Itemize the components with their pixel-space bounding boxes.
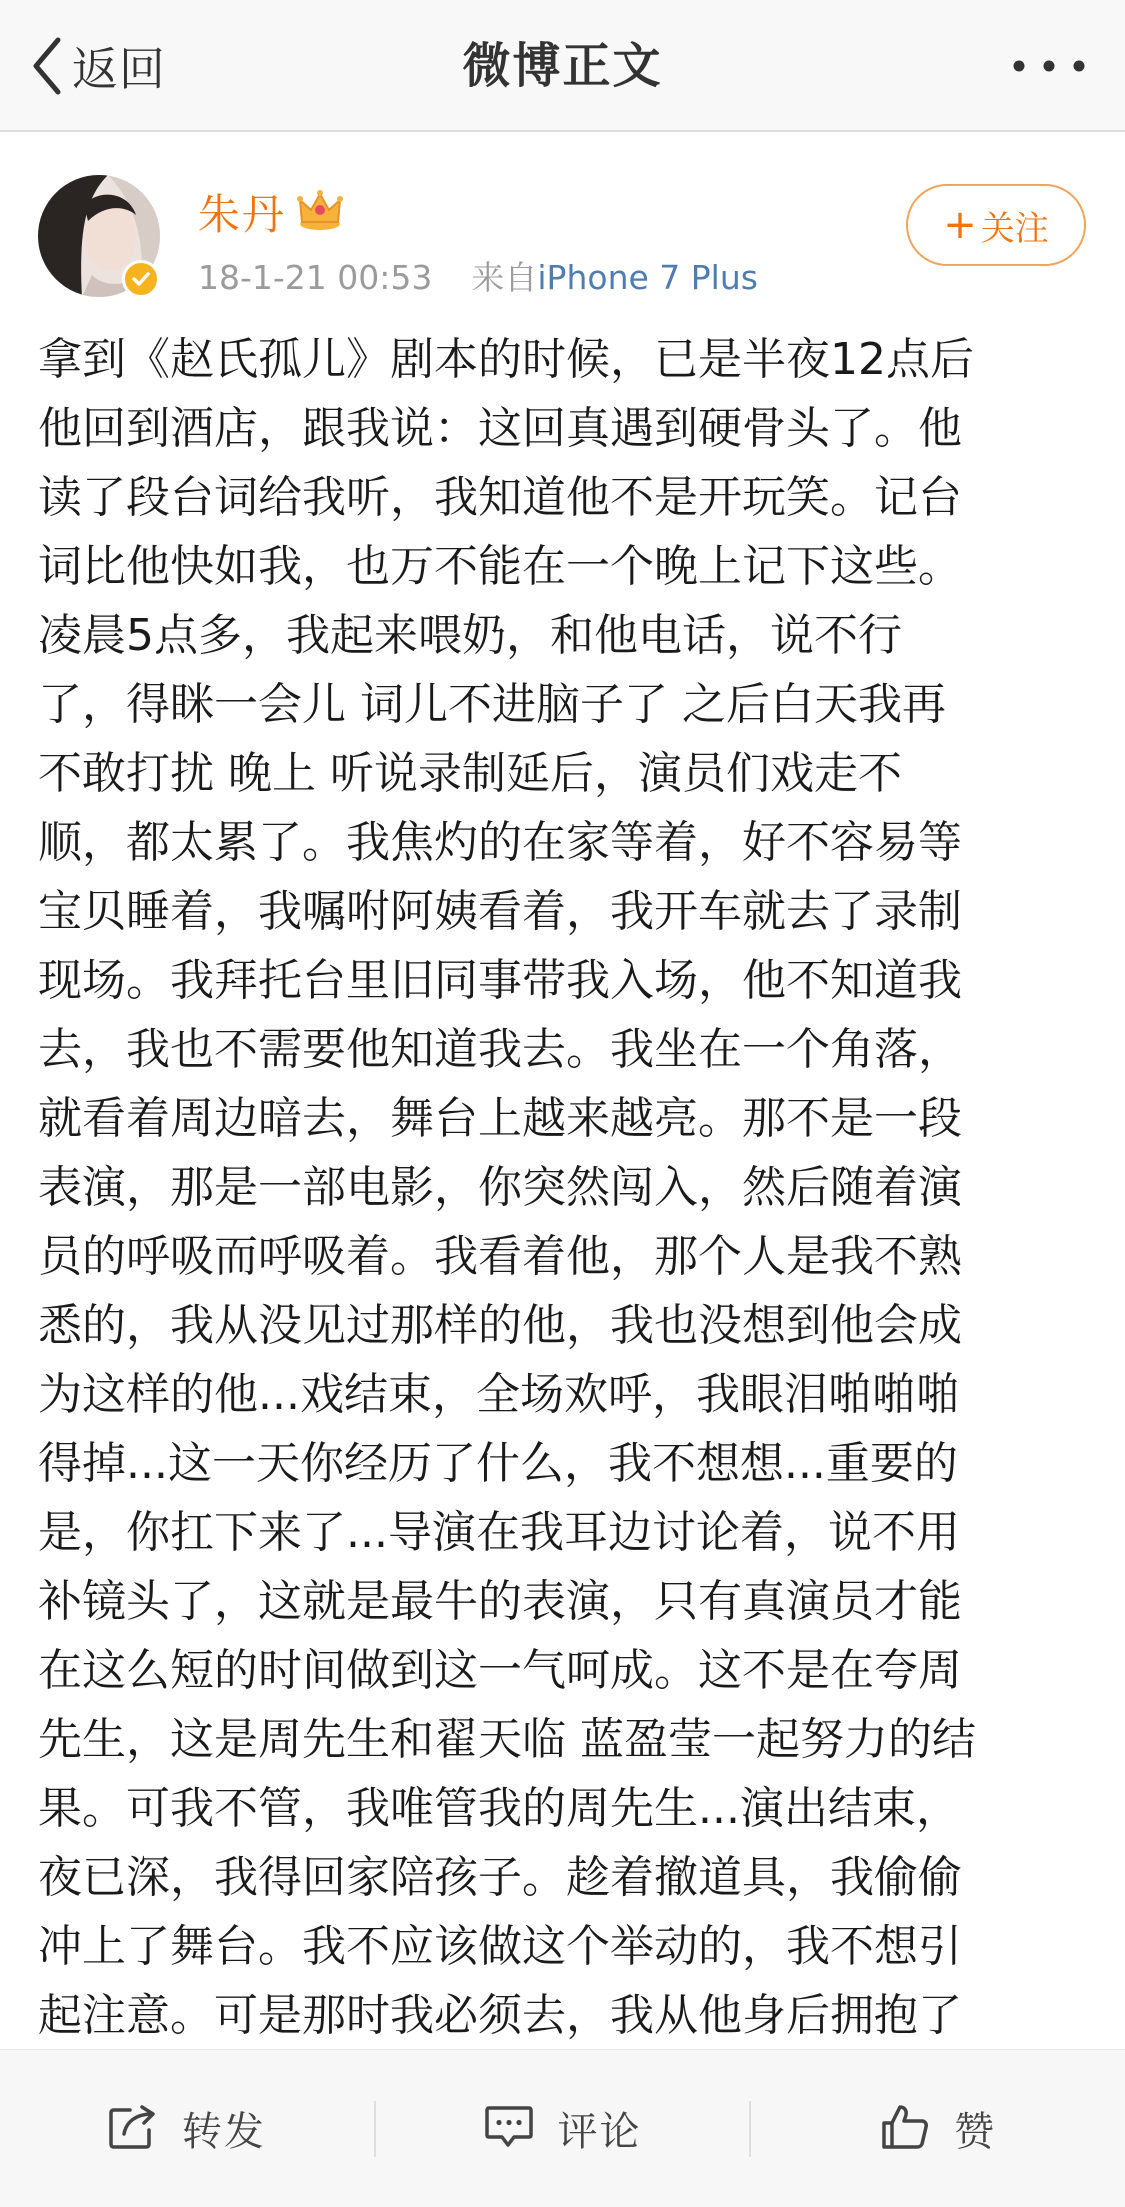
repost-icon	[108, 2104, 158, 2154]
post-text-line: 宝贝睡着，我嘱咐阿姨看着，我开车就去了录制	[38, 886, 962, 937]
post-text-line: 悉的，我从没见过那样的他，我也没想到他会成	[38, 1300, 962, 1351]
comment-icon	[484, 2104, 534, 2154]
post-time: 18-1-21 00:53	[198, 258, 433, 297]
post-text-line: 去，我也不需要他知道我去。我坐在一个角落，	[38, 1024, 962, 1075]
post-text-line: 员的呼吸而呼吸着。我看着他，那个人是我不熟	[38, 1231, 962, 1282]
repost-button[interactable]	[0, 2050, 374, 2207]
post-text-line: 现场。我拜托台里旧同事带我入场，他不知道我	[38, 955, 962, 1006]
crown-icon[interactable]	[296, 186, 344, 232]
follow-label: 关注	[980, 208, 1049, 249]
post-text-line: 读了段台词给我听，我知道他不是开玩笑。记台	[38, 472, 962, 523]
comment-button[interactable]	[376, 2050, 750, 2207]
author-name[interactable]: 朱丹	[198, 190, 287, 239]
post-text-line: 补镜头了，这就是最牛的表演，只有真演员才能	[38, 1576, 962, 1627]
post-text-line: 起注意。可是那时我必须去，我从他身后拥抱了	[38, 1990, 962, 2041]
repost-label: 转发	[181, 2109, 266, 2155]
post-text-line: 词比他快如我，也万不能在一个晚上记下这些。	[38, 541, 962, 592]
comment-label: 评论	[557, 2109, 642, 2155]
like-button[interactable]	[751, 2050, 1125, 2207]
post-text-line: 夜已深，我得回家陪孩子。趁着撤道具，我偷偷	[38, 1852, 962, 1903]
verified-badge-icon	[122, 260, 160, 298]
post-text-line: 表演，那是一部电影，你突然闯入，然后随着演	[38, 1162, 962, 1213]
more-button[interactable]	[1009, 46, 1089, 86]
post-text-line: 不敢打扰 晚上 听说录制延后，演员们戏走不	[38, 748, 902, 799]
page-title: 微博正文	[462, 38, 663, 94]
post-text-line: 冲上了舞台。我不应该做这个举动的，我不想引	[38, 1921, 962, 1972]
post-body	[38, 325, 1098, 2050]
plus-icon: +	[943, 202, 977, 248]
post-text-line: 凌晨5点多，我起来喂奶，和他电话，说不行	[38, 610, 902, 661]
post-text-line: 果。可我不管，我唯管我的周先生...演出结束，	[38, 1783, 960, 1834]
post-text-line: 先生，这是周先生和翟天临 蓝盈莹一起努力的结	[38, 1714, 976, 1765]
post-text-line: 顺，都太累了。我焦灼的在家等着，好不容易等	[38, 817, 962, 868]
nav-bar	[0, 0, 1125, 132]
follow-button[interactable]	[906, 184, 1086, 266]
post-text-line: 他回到酒店，跟我说：这回真遇到硬骨头了。他	[38, 403, 962, 454]
source-link[interactable]: iPhone 7 Plus	[537, 258, 758, 297]
bottom-toolbar	[0, 2049, 1125, 2207]
source-prefix: 来自	[471, 258, 538, 297]
back-label: 返回	[72, 42, 166, 96]
post-text-line: 是，你扛下来了...导演在我耳边讨论着，说不用	[38, 1507, 960, 1558]
more-dots-icon	[1009, 71, 1089, 90]
post-text-line: 就看着周边暗去，舞台上越来越亮。那不是一段	[38, 1093, 962, 1144]
post-text-line: 得掉...这一天你经历了什么，我不想想...重要的	[38, 1438, 958, 1489]
post-text-line: 为这样的他...戏结束，全场欢呼，我眼泪啪啪啪	[38, 1369, 960, 1420]
post-text-line: 拿到《赵氏孤儿》剧本的时候，已是半夜12点后	[38, 334, 974, 385]
like-label: 赞	[954, 2109, 997, 2155]
post-text-line: 在这么短的时间做到这一气呵成。这不是在夸周	[38, 1645, 962, 1696]
thumbs-up-icon	[880, 2103, 930, 2155]
post-meta	[198, 252, 758, 299]
post-text-line: 了，得眯一会儿 词儿不进脑子了 之后白天我再	[38, 679, 946, 730]
